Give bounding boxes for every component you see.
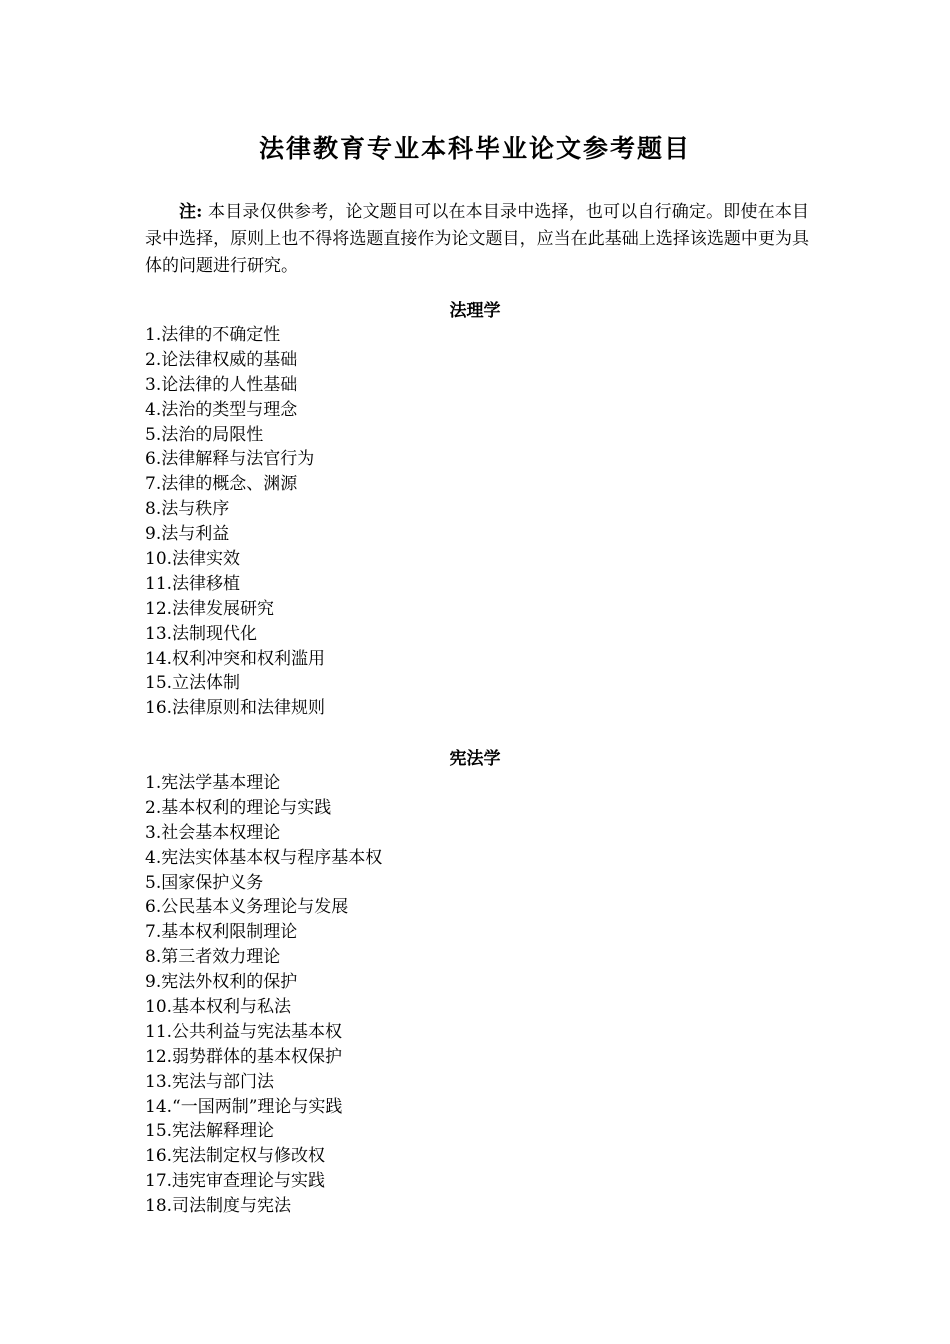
section-heading-jurisprudence: 法理学 xyxy=(449,301,501,321)
topic-item: 9.法与利益 xyxy=(145,524,230,545)
topic-item: 16.法律原则和法律规则 xyxy=(145,698,326,719)
topic-item: 10.法律实效 xyxy=(145,549,241,570)
note-text: 本目录仅供参考，论文题目可以在本目录中选择，也可以自行确定。即使在本目录中选择，原则上也不得将选题直接作为论文题目，应当在此基础上选择该选题中更为具体的问题进行研究。 xyxy=(145,202,810,276)
topic-item: 15.宪法解释理论 xyxy=(145,1121,275,1142)
topic-list-constitutional-law xyxy=(145,771,809,1219)
topic-item: 10.基本权利与私法 xyxy=(145,997,292,1018)
topic-item: 6.法律解释与法官行为 xyxy=(145,449,315,470)
topic-item: 12.法律发展研究 xyxy=(145,598,275,619)
topic-item: 7.法律的概念、渊源 xyxy=(145,474,298,495)
topic-item: 8.第三者效力理论 xyxy=(145,947,281,968)
topic-item: 3.社会基本权理论 xyxy=(145,822,281,843)
topic-item: 4.法治的类型与理念 xyxy=(145,399,298,420)
topic-item: 7.基本权利限制理论 xyxy=(145,922,298,943)
topic-item: 15.立法体制 xyxy=(145,673,241,694)
topic-item: 11.公共利益与宪法基本权 xyxy=(145,1021,343,1042)
topic-item: 18.司法制度与宪法 xyxy=(145,1196,292,1217)
topic-item: 16.宪法制定权与修改权 xyxy=(145,1146,326,1167)
topic-item: 5.国家保护义务 xyxy=(145,872,264,893)
topic-item: 1.法律的不确定性 xyxy=(145,325,281,345)
topic-item: 1.宪法学基本理论 xyxy=(145,773,281,793)
topic-item: 2.论法律权威的基础 xyxy=(145,349,298,370)
topic-item: 13.法制现代化 xyxy=(145,623,258,644)
document-title: 法律教育专业本科毕业论文参考题目 xyxy=(258,134,691,163)
topic-item: 3.论法律的人性基础 xyxy=(145,374,298,395)
topic-item: 12.弱势群体的基本权保护 xyxy=(145,1046,343,1067)
note-paragraph xyxy=(145,199,809,280)
topic-item: 8.法与秩序 xyxy=(145,499,230,520)
section-heading-constitutional-law: 宪法学 xyxy=(449,749,501,769)
topic-item: 14.“一国两制”理论与实践 xyxy=(145,1096,343,1117)
topic-item: 2.基本权利的理论与实践 xyxy=(145,797,332,818)
topic-item: 13.宪法与部门法 xyxy=(145,1071,275,1092)
topic-item: 17.违宪审查理论与实践 xyxy=(145,1171,326,1192)
topic-item: 14.权利冲突和权利滥用 xyxy=(145,648,326,669)
topic-item: 4.宪法实体基本权与程序基本权 xyxy=(145,847,383,868)
topic-list-jurisprudence xyxy=(145,323,809,721)
topic-item: 9.宪法外权利的保护 xyxy=(145,972,298,993)
topic-item: 6.公民基本义务理论与发展 xyxy=(145,897,349,918)
note-label: 注: xyxy=(179,202,203,222)
topic-item: 5.法治的局限性 xyxy=(145,424,264,445)
topic-item: 11.法律移植 xyxy=(145,573,241,594)
